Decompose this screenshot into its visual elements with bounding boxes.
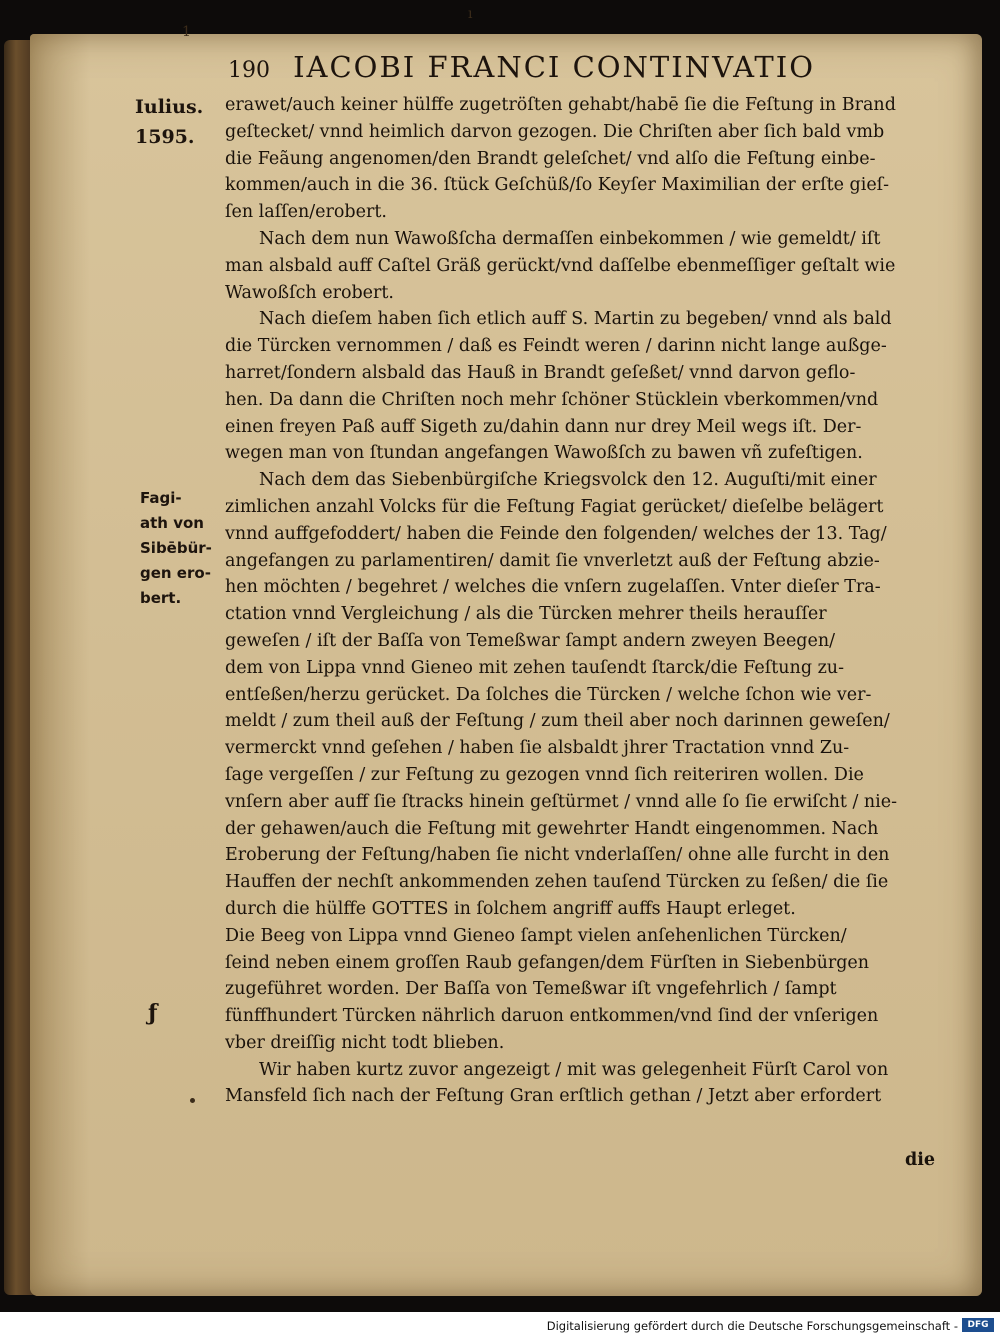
text-line: einen freyen Paß auff Sigeth zu/dahin dann nur drey Meil wegs iſt. Der- <box>225 416 862 437</box>
text-line: vber dreiſſig nicht todt blieben. <box>225 1032 505 1053</box>
text-line: die Feãung angenomen/den Brandt geleſchet/ vnd alſo die Feſtung einbe- <box>225 148 876 169</box>
margin-date <box>135 92 203 152</box>
text-line: geſtecket/ vnnd heimlich darvon gezogen. Die Chriſten aber ſich bald vmb <box>225 121 885 142</box>
text-line: vnſern aber auff ſie ſtracks hinein geſtürmet / vnnd alle ſo ſie erwiſcht / nie- <box>225 791 898 812</box>
text-line: die Türcken vernommen / daß es Feindt weren / darinn nicht lange außge- <box>225 336 887 357</box>
text-line: Nach dem das Siebenbürgiſche Kriegsvolck den 12. Auguſti/mit einer <box>259 470 877 491</box>
page-header <box>228 50 815 90</box>
text-line: dem von Lippa vnnd Gieneo mit zehen tauſendt ſtarck/die Feſtung zu- <box>225 657 844 678</box>
text-line: hen. Da dann die Chriſten noch mehr ſchöner Stücklein vberkommen/vnd <box>225 389 879 410</box>
text-line: erawet/auch keiner hülffe zugetröſten gehabt/habē ſie die Feſtung in Brand <box>225 95 896 115</box>
margin-note-line: ath von <box>140 514 204 532</box>
text-line: der gehawen/auch die Feſtung mit gewehrter Handt eingenommen. Nach <box>225 818 879 839</box>
text-line: hen möchten / begehret / welches die vnſern zugelaſſen. Vnter dieſer Tra- <box>225 577 881 598</box>
margin-note-line: bert. <box>140 589 182 607</box>
margin-note <box>140 486 212 611</box>
text-line: vermerckt vnnd geſehen / haben ſie alsbaldt jhrer Tractation vnnd Zu- <box>225 738 850 759</box>
left-mark: 1 <box>182 24 191 40</box>
text-line: entſeßen/herzu gerücket. Da ſolches die Türcken / welche ſchon wie ver- <box>225 684 872 705</box>
text-line: Nach dieſem haben ſich etlich auff S. Martin zu begeben/ vnnd als bald <box>259 309 892 330</box>
text-line: fünffhundert Türcken nährlich daruon entkommen/vnd ſind der vnſerigen <box>225 1006 879 1027</box>
text-line: vnnd auffgefoddert/ haben die Feinde den folgenden/ welches der 13. Tag/ <box>225 523 887 544</box>
catchword: die <box>905 1150 936 1170</box>
margin-dot <box>190 1098 195 1103</box>
text-line: man alsbald auff Caſtel Gräß gerückt/vnd daſſelbe ebenmeſſiger geſtalt wie <box>225 255 896 276</box>
margin-date-month: Iulius. <box>135 96 204 118</box>
margin-date-year: 1595. <box>135 126 195 148</box>
text-line: meldt / zum theil auß der Feſtung / zum theil aber noch darinnen geweſen/ <box>225 711 890 732</box>
text-line: Die Beeg von Lippa vnnd Gieneo ſampt vielen anſehenlichen Türcken/ <box>225 925 847 946</box>
margin-note-line: Sibēbür- <box>140 539 212 557</box>
margin-note-line: gen ero- <box>140 564 211 582</box>
text-line: Wir haben kurtz zuvor angezeigt / mit was gelegenheit Fürſt Carol von <box>259 1059 889 1080</box>
text-line: ſen laſſen/erobert. <box>225 202 387 223</box>
text-line: geweſen / iſt der Baſſa von Temeßwar ſampt andern zweyen Beegen/ <box>225 630 836 651</box>
text-line: durch die hülffe GOTTES in ſolchem angriff auffs Haupt erleget. <box>225 898 796 919</box>
text-line: Hauffen der nechſt ankommenden zehen tauſend Türcken zu ſeßen/ die ſie <box>225 872 889 893</box>
margin-symbol: ƒ <box>148 1000 158 1026</box>
footer-bar <box>0 1312 1000 1340</box>
text-line: zugeführet worden. Der Baſſa von Temeßwar iſt vngefehrlich / ſampt <box>225 979 837 1000</box>
page-stain <box>30 34 90 1296</box>
text-line: ſeind neben einem groſſen Raub gefangen/dem Fürſten in Siebenbürgen <box>225 952 870 973</box>
text-line: wegen man von ſtundan angefangen Wawoßſch zu bawen vñ zufeſtigen. <box>225 443 863 464</box>
margin-note-line: Fagi- <box>140 489 182 507</box>
top-mark: ı <box>468 6 473 22</box>
text-line: Eroberung der Feſtung/haben ſie nicht vnderlaſſen/ ohne alle furcht in den <box>225 845 890 866</box>
page-number: 190 <box>228 58 270 83</box>
text-line: ctation vnnd Vergleichung / als die Türcken mehrer theils herauſſer <box>225 604 827 625</box>
text-line: zimlichen anzahl Volcks für die Feſtung Fagiat gerücket/ dieſelbe belägert <box>225 496 884 517</box>
text-line: Wawoßſch erobert. <box>225 282 394 303</box>
footer-credit: Digitalisierung gefördert durch die Deutsche Forschungsgemeinschaft - <box>546 1319 958 1333</box>
text-line: angefangen zu parlamentiren/ damit ſie vnverletzt auß der Feſtung abzie- <box>225 550 880 571</box>
text-line: Nach dem nun Wawoßſcha dermaſſen einbekommen / wie gemeldt/ iſt <box>259 228 881 249</box>
text-line: harret/ſondern alsbald das Hauß in Brandt geſeßet/ vnnd darvon geflo- <box>225 362 856 383</box>
body-text <box>225 92 955 1110</box>
running-title: IACOBI FRANCI CONTINVATIO <box>293 50 815 84</box>
text-line: Mansfeld ſich nach der Feſtung Gran erſtlich gethan / Jetzt aber erfordert <box>225 1086 882 1107</box>
text-line: ſage vergeſſen / zur Feſtung zu gezogen vnnd ſich reiteriren wollen. Die <box>225 764 864 785</box>
text-line: kommen/auch in die 36. ſtück Geſchüß/ſo Keyſer Maximilian der erſte gieſ- <box>225 175 890 196</box>
dfg-logo: DFG <box>962 1318 994 1332</box>
